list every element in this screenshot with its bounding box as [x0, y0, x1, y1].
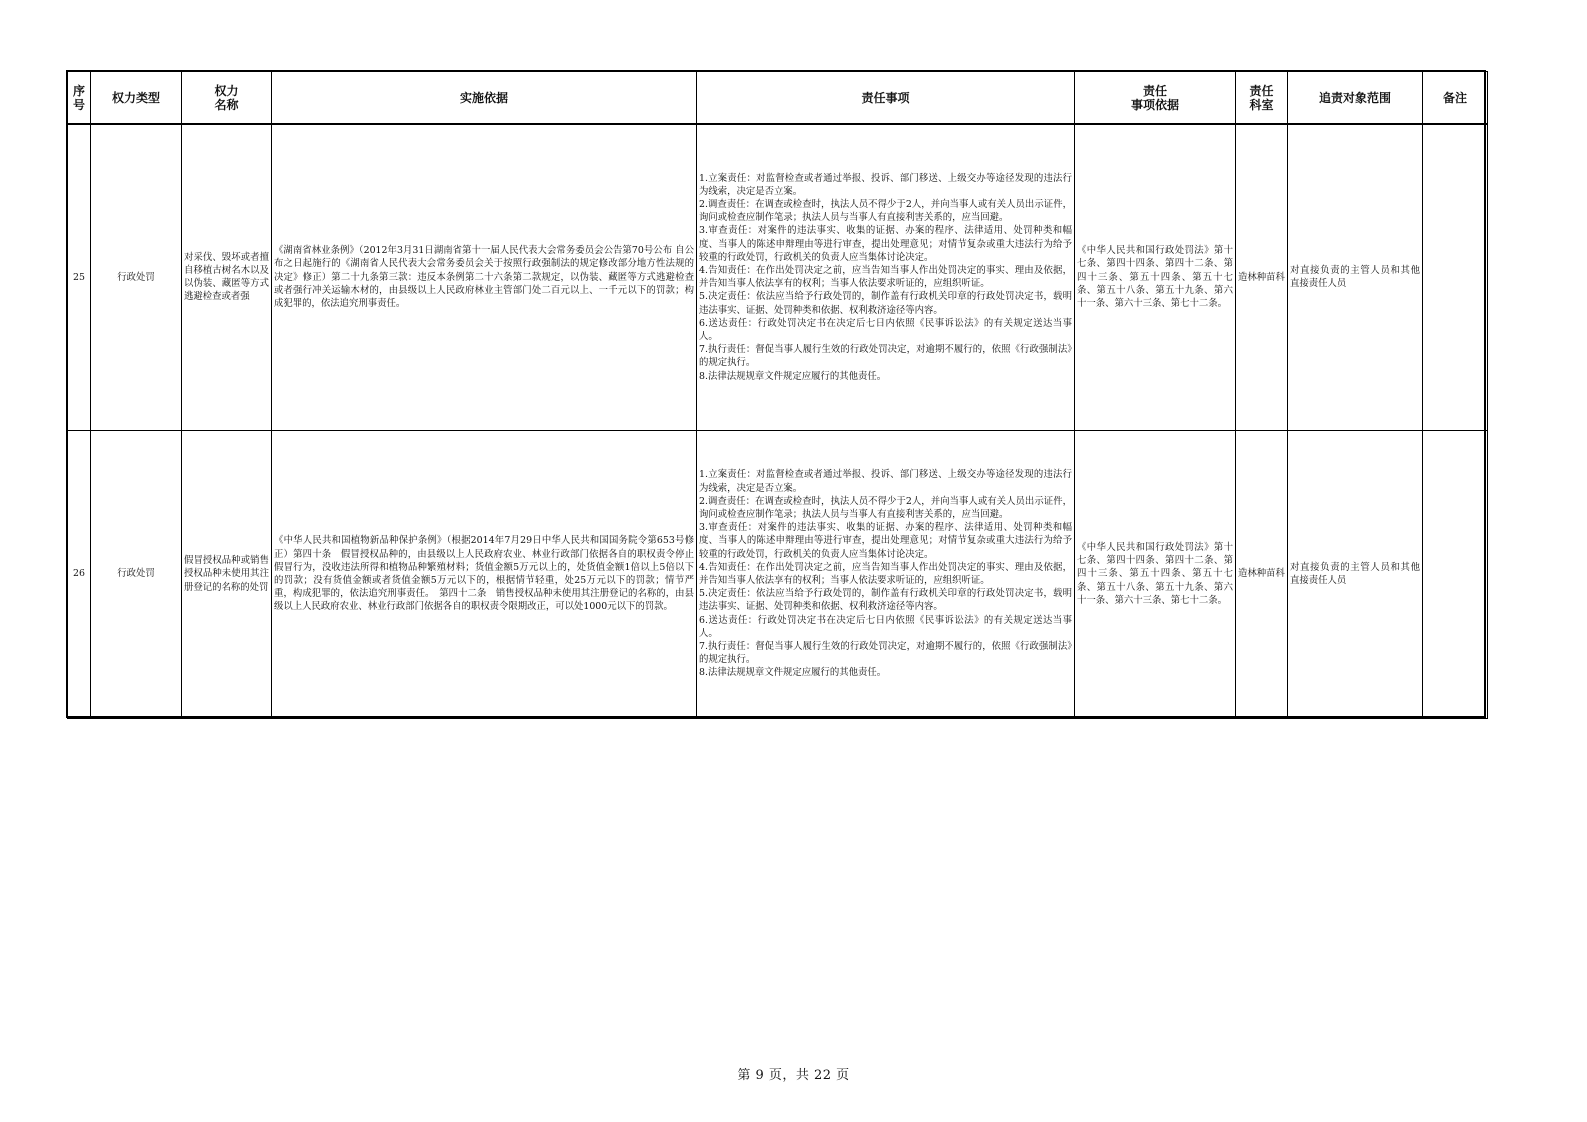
cell-responsibility — [697, 124, 1075, 430]
cell-scope: 对直接负责的主管人员和其他直接责任人员 — [1288, 124, 1423, 430]
cell-seq: 25 — [68, 124, 91, 430]
responsibility-item: 8.法律法规规章文件规定应履行的其他责任。 — [699, 667, 887, 679]
cell-scope: 对直接负责的主管人员和其他直接责任人员 — [1288, 430, 1423, 718]
responsibility-item: 4.告知责任：在作出处罚决定之前，应当告知当事人作出处罚决定的事实、理由及依据，并告知当事人依法享有的权利；当事人依法要求听证的，应组织听证。 — [699, 561, 1072, 586]
responsibility-item: 4.告知责任：在作出处罚决定之前，应当告知当事人作出处罚决定的事实、理由及依据，并告知当事人依法享有的权利；当事人依法要求听证的，应组织听证。 — [699, 265, 1072, 290]
cell-resp-basis: 《中华人民共和国行政处罚法》第十七条、第四十四条、第四十二条、第四十三条、第五十四条、第五十七条、第五十八条、第五十九条、第六十一条、第六十三条、第七十二条。 — [1075, 430, 1236, 718]
table-body — [68, 124, 1488, 718]
table-row — [68, 124, 1488, 430]
responsibility-item: 8.法律法规规章文件规定应履行的其他责任。 — [699, 370, 887, 382]
header-remark: 备注 — [1423, 72, 1488, 125]
responsibility-item: 3.审查责任：对案件的违法事实、收集的证据、办案的程序、法律适用、处罚种类和幅度、当事人的陈述申辩理由等进行审查，提出处理意见；对情节复杂或重大违法行为给予较重的行政处罚，行政机关的负责人应当集体讨论决定。 — [699, 225, 1072, 263]
responsibility-item: 5.决定责任：依法应当给予行政处罚的，制作盖有行政机关印章的行政处罚决定书，载明违法事实、证据、处罚种类和依据、权利救济途径等内容。 — [699, 291, 1072, 316]
cell-resp-basis: 《中华人民共和国行政处罚法》第十七条、第四十四条、第四十二条、第四十三条、第五十四条、第五十七条、第五十八条、第五十九条、第六十一条、第六十三条、第七十二条。 — [1075, 124, 1236, 430]
cell-power-name: 假冒授权品种或销售授权品种未使用其注册登记的名称的处罚 — [182, 430, 272, 718]
table-row — [68, 430, 1488, 718]
cell-basis: 《湖南省林业条例》（2012年3月31日湖南省第十一届人民代表大会常务委员会公告第70号公布 自公布之日起施行的《湖南省人民代表大会常务委员会关于按照行政强制法的规定修改部分地方性法规的决定》修正）第二十九条第三款：违反本条例第二十六条第二款规定，以伪装、藏匿等方式逃避检查或者强行冲关运输木材的，由县级以上人民政府林业主管部门处二百元以上、一千元以下的罚款；构成犯罪的，依法追究刑事责任。 — [272, 124, 697, 430]
responsibility-item: 2.调查责任：在调查或检查时，执法人员不得少于2人，并向当事人或有关人员出示证件，询问或检查应制作笔录；执法人员与当事人有直接利害关系的，应当回避。 — [699, 495, 1072, 520]
responsibility-item: 1.立案责任：对监督检查或者通过举报、投诉、部门移送、上级交办等途径发现的违法行为线索，决定是否立案。 — [699, 172, 1072, 197]
header-power-type: 权力类型 — [91, 72, 182, 125]
cell-power-name: 对采伐、毁坏或者擅自移植古树名木以及以伪装、藏匿等方式逃避检查或者强 — [182, 124, 272, 430]
responsibility-item: 7.执行责任：督促当事人履行生效的行政处罚决定，对逾期不履行的，依照《行政强制法》的规定执行。 — [699, 641, 1072, 666]
responsibility-item: 6.送达责任：行政处罚决定书在决定后七日内依照《民事诉讼法》的有关规定送达当事人。 — [699, 317, 1072, 343]
cell-seq: 26 — [68, 430, 91, 718]
header-scope: 追责对象范围 — [1288, 72, 1423, 125]
table-header — [68, 72, 1488, 125]
responsibility-item: 6.送达责任：行政处罚决定书在决定后七日内依照《民事诉讼法》的有关规定送达当事人。 — [699, 614, 1072, 639]
responsibility-item: 1.立案责任：对监督检查或者通过举报、投诉、部门移送、上级交办等途径发现的违法行为线索，决定是否立案。 — [699, 469, 1072, 494]
cell-remark — [1423, 430, 1488, 718]
responsibility-item: 3.审查责任：对案件的违法事实、收集的证据、办案的程序、法律适用、处罚种类和幅度、当事人的陈述申辩理由等进行审查，提出处理意见；对情节复杂或重大违法行为给予较重的行政处罚，行政机关的负责人应当集体讨论决定。 — [699, 522, 1072, 560]
responsibility-item: 5.决定责任：依法应当给予行政处罚的，制作盖有行政机关印章的行政处罚决定书，载明违法事实、证据、处罚种类和依据、权利救济途径等内容。 — [699, 588, 1072, 613]
power-list-table — [67, 71, 1488, 719]
responsibility-item: 7.执行责任：督促当事人履行生效的行政处罚决定，对逾期不履行的，依照《行政强制法》的规定执行。 — [699, 344, 1072, 369]
header-basis: 实施依据 — [272, 72, 697, 125]
cell-power-type: 行政处罚 — [91, 124, 182, 430]
header-dept: 责任 科室 — [1236, 72, 1288, 125]
cell-dept: 造林种苗科 — [1236, 430, 1288, 718]
header-seq: 序 号 — [68, 72, 91, 125]
cell-power-type: 行政处罚 — [91, 430, 182, 718]
cell-responsibility — [697, 430, 1075, 718]
header-resp-basis: 责任 事项依据 — [1075, 72, 1236, 125]
page-number: 第 9 页，共 22 页 — [737, 1068, 850, 1083]
cell-remark — [1423, 124, 1488, 430]
responsibility-item: 2.调查责任：在调查或检查时，执法人员不得少于2人，并向当事人或有关人员出示证件，询问或检查应制作笔录；执法人员与当事人有直接利害关系的，应当回避。 — [699, 199, 1072, 224]
cell-dept: 造林种苗科 — [1236, 124, 1288, 430]
header-responsibility: 责任事项 — [697, 72, 1075, 125]
header-power-name: 权力 名称 — [182, 72, 272, 125]
cell-basis: 《中华人民共和国植物新品种保护条例》（根据2014年7月29日中华人民共和国国务院令第653号修正）第四十条 假冒授权品种的，由县级以上人民政府农业、林业行政部门依据各自的职权责令停止假冒行为，没收违法所得和植物品种繁殖材料；货值金额5万元以上的，处货值金额1倍以上5倍以下的罚款；没有货值金额或者货值金额5万元以下的，根据情节轻重，处25万元以下的罚款；情节严重，构成犯罪的，依法追究刑事责任。 第四十二条 销售授权品种未使用其注册登记的名称的，由县级以上人民政府农业、林业行政部门依据各自的职权责令限期改正，可以处1000元以下的罚款。 — [272, 430, 697, 718]
